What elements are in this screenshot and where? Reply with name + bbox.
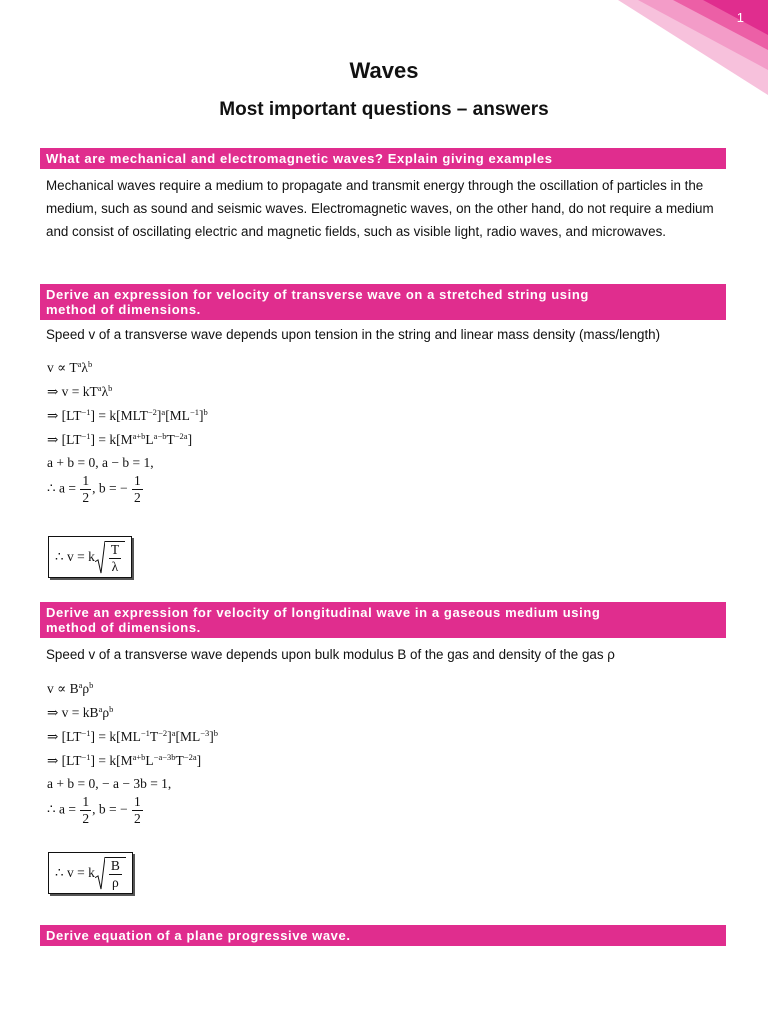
result-box-3: ∴ v = k $\frac{B}{\rho}$ xyxy=(48,852,133,894)
question-bar-2 xyxy=(40,284,726,320)
question-bar-3 xyxy=(40,602,726,638)
equation-line: a + b = 0, a − b = 1, xyxy=(47,455,154,470)
equation-line: $v \propto B^a\rho^b$ xyxy=(47,680,94,696)
question-text-line1: Derive an expression for velocity of longitudinal wave in a gaseous medium using xyxy=(46,605,601,620)
intro-paragraph-3: Speed v of a transverse wave depends upon bulk modulus B of the gas and density of the gas ρ xyxy=(46,647,615,662)
question-text: Derive equation of a plane progressive wave. xyxy=(46,928,351,943)
equation-line: ⇒ $[LT^{-1}] = k[M^{a+b}L^{a-b}T^{-2a}]$ xyxy=(47,431,193,447)
question-text-line1: Derive an expression for velocity of transverse wave on a stretched string using xyxy=(46,287,589,302)
question-text: What are mechanical and electromagnetic waves? Explain giving examples xyxy=(46,151,553,166)
intro-paragraph-2: Speed v of a transverse wave depends upon tension in the string and linear mass density (mass/length) xyxy=(46,327,661,342)
question-bar-4 xyxy=(40,925,726,946)
answer-paragraph-1: Mechanical waves require a medium to propagate and transmit energy through the oscillation of particles in the medium, such as sound and seismic waves. Electromagnetic waves, on the other hand, do not require a medium and consist of oscillating electric and magnetic fields, such as visible light, radio waves, and microwaves. xyxy=(46,178,714,239)
equation-line: ∴ a = $\frac{1}{2}$ , b = − $\frac{1}{2}$ xyxy=(47,473,141,505)
page-subtitle: Most important questions – answers xyxy=(219,99,549,120)
question-text-line2: method of dimensions. xyxy=(46,302,201,317)
equation-line: ⇒ $[LT^{-1}] = k[MLT^{-2}]^a[ML^{-1}]^b$ xyxy=(47,407,208,423)
equation-line: ⇒ $v = kB^a\rho^b$ xyxy=(47,704,114,720)
equation-line: ⇒ $v = kT^a\lambda^b$ xyxy=(47,383,113,399)
equation-line: $v \propto T^a\lambda^b$ xyxy=(47,359,93,375)
page-number: 1 xyxy=(736,10,744,25)
equation-line: a + b = 0, − a − 3b = 1, xyxy=(47,776,172,791)
equation-line: ∴ a = $\frac{1}{2}$ , b = − $\frac{1}{2}$ xyxy=(47,794,141,826)
result-box-2: ∴ v = k $\frac{T}{\lambda}$ xyxy=(48,536,132,578)
equation-line: ⇒ $[LT^{-1}] = k[M^{a+b}L^{-a-3b}T^{-2a}]$ xyxy=(47,752,202,768)
page-title: Waves xyxy=(349,58,419,83)
equation-line: ⇒ $[LT^{-1}] = k[ML^{-1}T^{-2}]^a[ML^{-3}]^b$ xyxy=(47,728,219,744)
question-text-line2: method of dimensions. xyxy=(46,620,201,635)
question-bar-1 xyxy=(40,148,726,169)
